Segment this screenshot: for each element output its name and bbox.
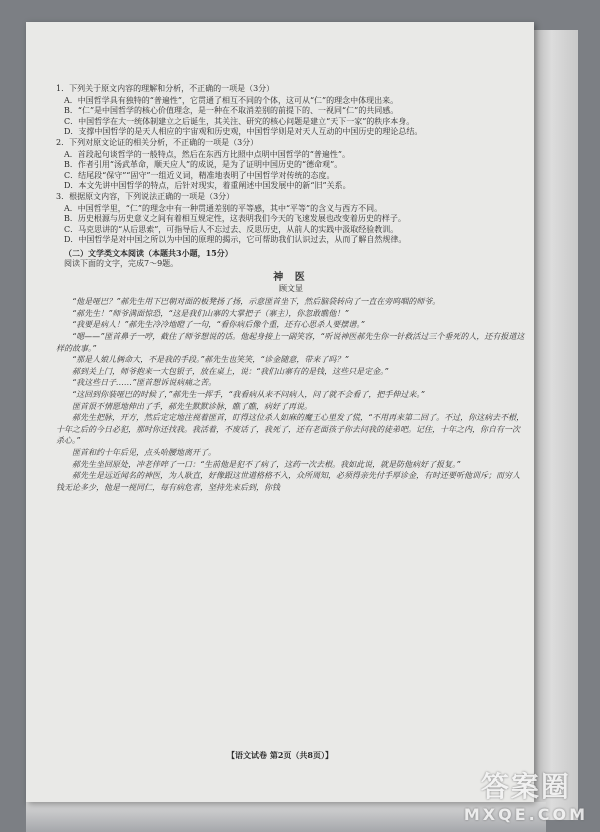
watermark-logo xyxy=(464,765,588,824)
option-a: A．中国哲学里，“仁”的理念中有一种贯通差别的平等感，其中“平等”的含义与西方不同。 xyxy=(64,203,383,213)
question-stem: 1．下列关于原文内容的理解和分析，不正确的一项是（3分） xyxy=(56,84,275,93)
story-paragraph: 匪首很不情愿地伸出了手，郝先生默默诊脉，瞧了瞧，病好了再说。 xyxy=(72,401,312,411)
option-b: B．作者引用“汤武革命，顺天应人”的成说，是为了证明中国历史的“德命观”。 xyxy=(64,160,343,170)
story-paragraph: 郝先生坐回原处，冲老伴啐了一口：“生前他是犯不了病了，这药一次去根。我如此说，就是防他病好了报复。” xyxy=(72,459,461,469)
story-author: 顾文显 xyxy=(279,283,303,293)
option-c: C．马克思讲的“从后思索”，可指导后人不忘过去、反思历史，从前人的实践中汲取经验教训。 xyxy=(64,224,399,234)
watermark-text-bottom: MXQE.COM xyxy=(463,805,588,824)
question-2 xyxy=(56,138,526,192)
next-page-edge xyxy=(534,30,578,820)
story-title: 神 医 xyxy=(273,272,309,284)
story-paragraph: “我这些日子……”匪首想诉说病痛之苦。 xyxy=(72,378,217,388)
story-paragraph: “他是哑巴？”郝先生用下巴朝对面的板凳扬了扬，示意匪首坐下，然后脑袋转向了一直在旁呜咽的师爷。 xyxy=(72,297,441,307)
story-paragraph: “那是人娘儿俩命大，不是我的手段。”郝先生也笑笑，“诊金随意，带来了吗？” xyxy=(72,355,349,365)
story-paragraph: 匪首和约十年后见，点头哈腰地离开了。 xyxy=(72,448,216,457)
question-3 xyxy=(56,192,526,246)
option-a: A．中国哲学具有独特的“普遍性”，它贯通了相互不同的个体，这可从“仁”的理念中体现出来。 xyxy=(64,95,399,105)
story-paragraph: “郝先生！”师爷满面惊恐，“这是我们山寨的大掌把子（寨主），你忽敢瞧他！” xyxy=(72,308,349,318)
option-d: D．本文先讲中国哲学的特点，后针对现实，着重阐述中国发展中的新“旧”关系。 xyxy=(64,181,351,191)
question-1 xyxy=(56,84,526,138)
option-a: A．首段起句谈哲学的一般特点，然后在东西方比照中点明中国哲学的“普遍性”。 xyxy=(64,149,350,159)
option-d: D．支撑中国哲学的是天人相应的宇宙观和历史观，中国哲学则是对天人互动的中国历史的理论总结。 xyxy=(64,127,423,137)
story-body xyxy=(56,296,526,493)
exam-content xyxy=(56,84,526,493)
story-paragraph: 郝到关上门，师爷抱来一大包银子，放在桌上，说：“我们山寨有的是钱，这些只是定金。” xyxy=(72,366,389,376)
section-instruction: 阅读下面的文字，完成7～9题。 xyxy=(64,258,179,268)
exam-sheet xyxy=(26,22,534,802)
option-d: D．中国哲学是对中国之所以为中国的原理的揭示，它可帮助我们认识过去，从而了解自然规律。 xyxy=(64,235,407,245)
option-b: B．历史根源与历史意义之间有着相互规定性，这表明我们今天的飞速发展也改变着历史的样子。 xyxy=(64,214,406,224)
section-title: （二）文学类文本阅读（本题共3小题，15分） xyxy=(64,247,233,258)
story-paragraph: “我要是病人！”郝先生冷冷地瞪了一句，“看你病后像个重，还有心思杀人要摆谱。” xyxy=(72,320,365,330)
option-c: C．中国哲学在大一统体制建立之后诞生，其关注、研究的核心问题是建立“天下一家”的秩序本身。 xyxy=(64,116,415,126)
option-b: B．“仁”是中国哲学的核心价值理念，是一种在不取消差别的前提下的、一视同“仁”的共同感。 xyxy=(64,106,399,116)
question-stem: 3．根据原文内容，下列说法正确的一项是（3分） xyxy=(56,191,235,201)
watermark-text-top: 答案圈 xyxy=(480,770,571,803)
story-paragraph: 郝先生是远近闻名的神医，为人耿直，好像跟这世道格格不入，众所周知，必须得亲先付手厚诊金，有时还要听他训斥；而穷人钱无论多少，他是一视同仁，每有病危者，坚持先来后到，你钱 xyxy=(56,471,520,492)
story-paragraph: “嗯——”匪首鼻子一哼，截住了师爷想说的话。他起身接上一副笑容，“听说神医郝先生你一针救活过三个垂死的人，还有报道这样的故事。” xyxy=(56,332,525,353)
option-c: C．结尾段“保守”“固守”一组近义词，精准地表明了中国哲学对传统的态度。 xyxy=(64,170,335,180)
question-stem: 2．下列对原文论证的相关分析，不正确的一项是（3分） xyxy=(56,137,259,147)
story-paragraph: 郝先生把脉，开方，然后定定地注视着匪首，盯得这位杀人如麻的魔王心里发了慌，“不用再来第二回了。不过，你这病去不根，十年之后的今日必犯，那时你还找我。我活着，不废话了，我死了，还有老面孩子你去问我的徒弟吧。记住，十年之内，你自有一次杀心。” xyxy=(56,413,525,446)
story-paragraph: “这回到你装哑巴的时候了，”郝先生一挥手，“我看病从来不问病人，问了就不会看了，把手伸过来。” xyxy=(72,390,425,400)
page-footer: 【语文试卷 第2页（共8页）】 xyxy=(227,750,333,760)
